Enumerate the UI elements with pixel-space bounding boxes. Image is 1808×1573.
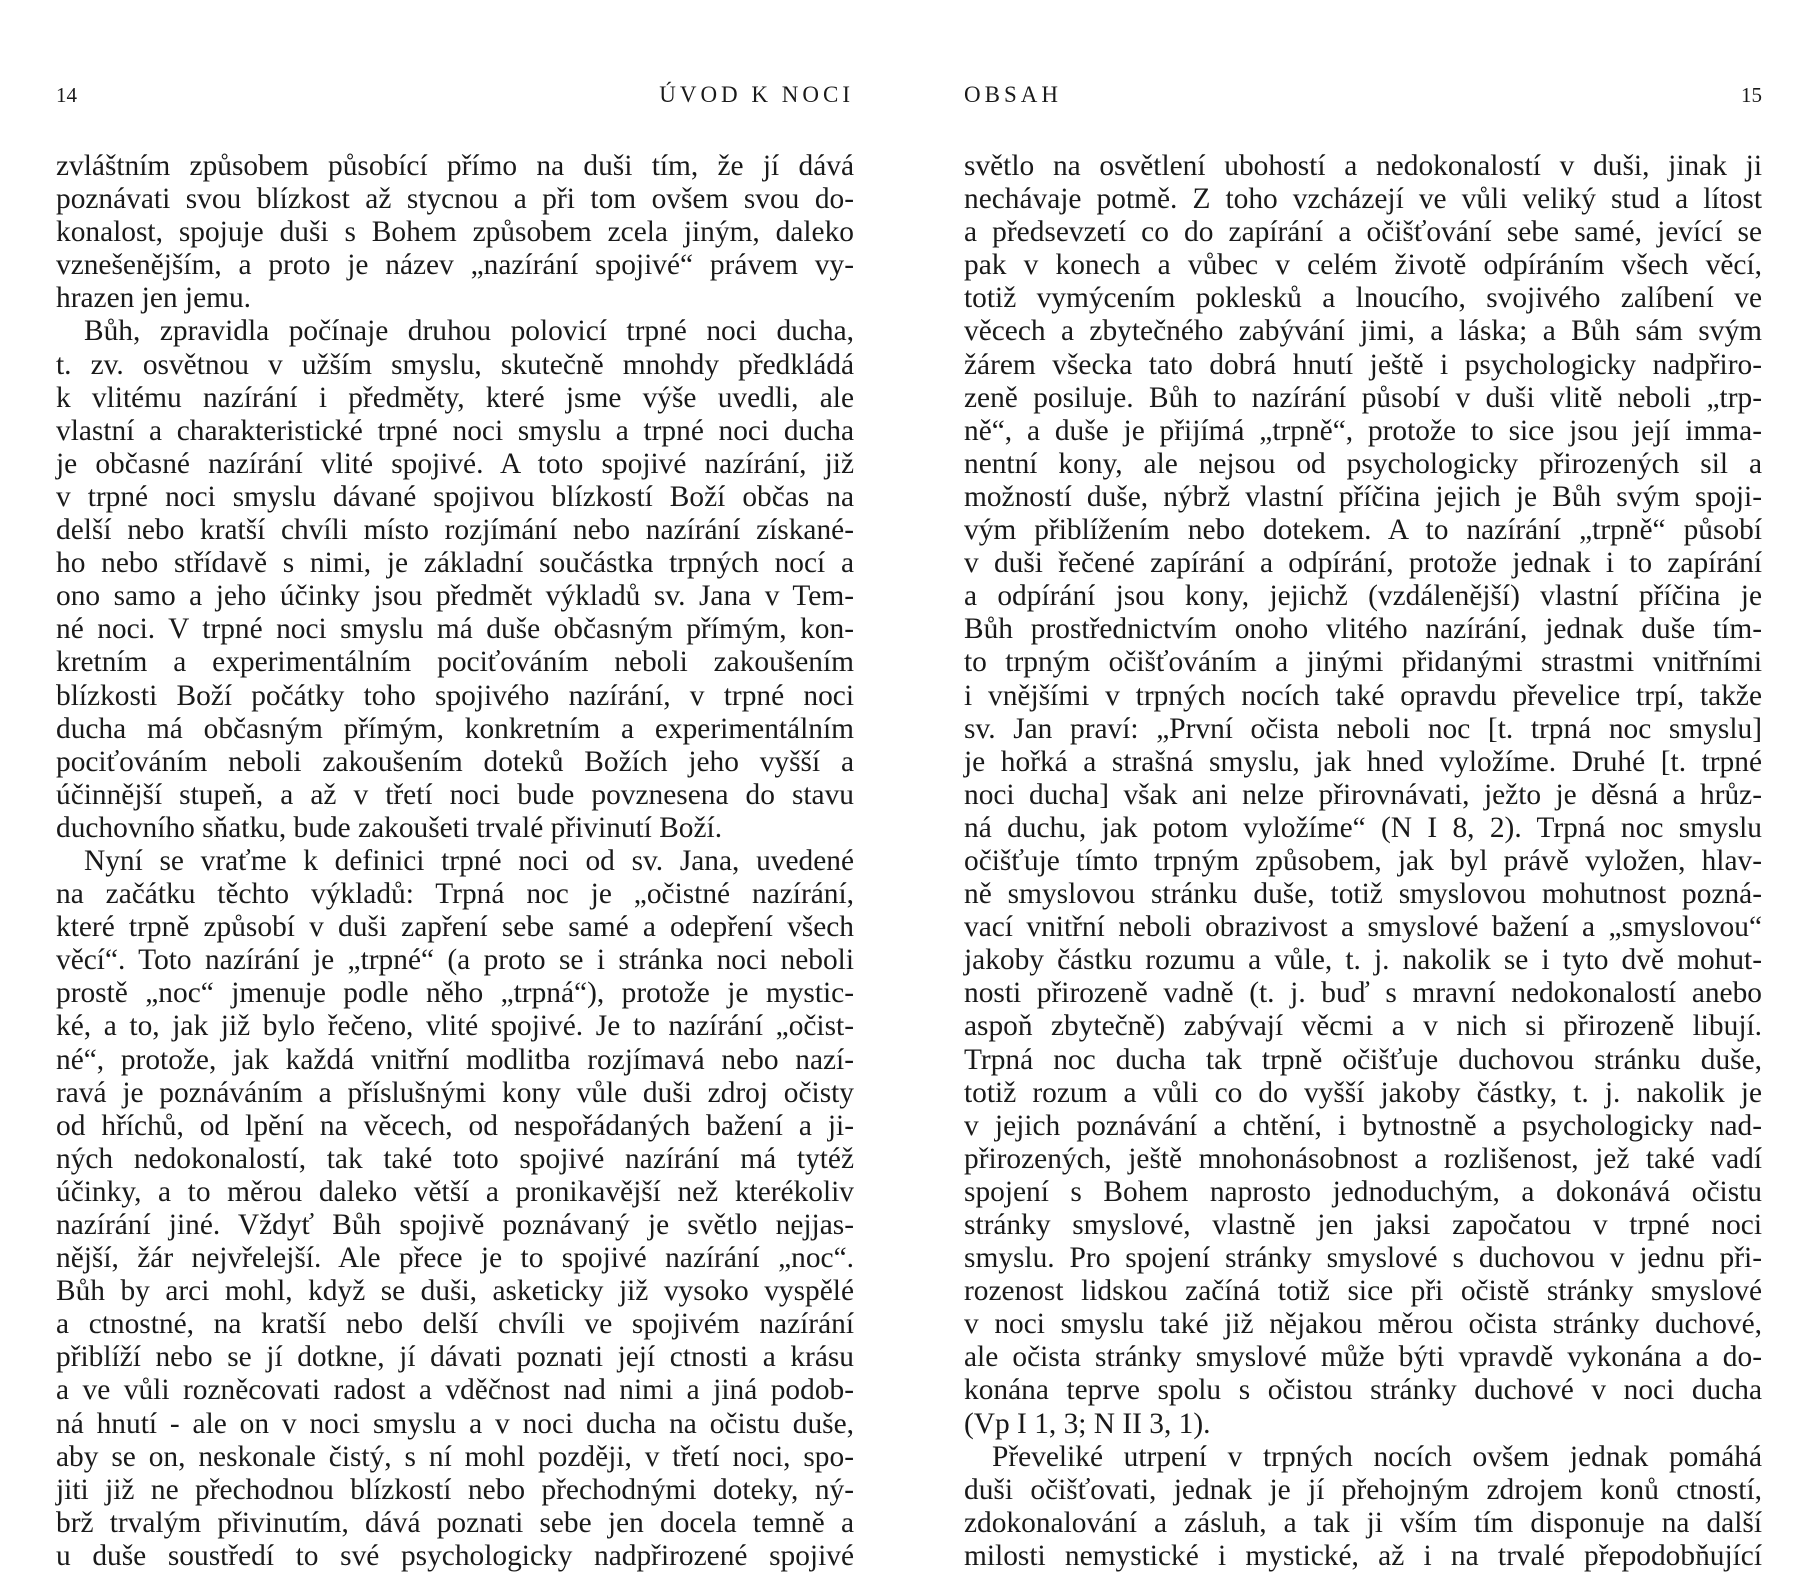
- text-line: ale očista stránky smyslové může býti vpravdě vykonána a do-: [964, 1341, 1762, 1374]
- text-line: sv. Jan praví: „První očista neboli noc [t. trpná noc smyslu]: [964, 712, 1762, 745]
- text-line: které trpně způsobí v duši zapření sebe samé a odepření všech: [56, 911, 854, 944]
- left-page: [56, 82, 854, 1573]
- text-line: pociťováním neboli zakoušením doteků Božích jeho vyšší a: [56, 745, 854, 778]
- text-line: stránky smyslové, vlastně jen jaksi započatou v trpné noci: [964, 1209, 1762, 1241]
- text-line: Bůh prostřednictvím onoho vlitého nazírání, jednak duše tím-: [964, 613, 1762, 646]
- text-line: Převeliké utrpení v trpných nocích ovšem jednak pomáhá: [992, 1440, 1762, 1473]
- text-line: a ctnostné, na kratší nebo delší chvíli ve spojivém nazírání: [56, 1308, 854, 1341]
- text-line: brž trvalým přivinutím, dává poznati sebe jen docela temně a: [56, 1506, 854, 1539]
- text-line: ně“, a duše je přijímá „trpně“, protože to sice jsou její imma-: [964, 414, 1762, 447]
- page-number: 15: [1741, 83, 1762, 107]
- text-line: k vlitému nazírání i předměty, které jsme výše uvedli, ale: [56, 381, 854, 414]
- text-line: očišťuje tímto trpným způsobem, jak byl právě vyložen, hlav-: [964, 844, 1762, 877]
- text-line: je hořká a strašná smyslu, jak hned vyložíme. Druhé [t. trpné: [964, 745, 1762, 778]
- text-line: ravá je poznáváním a příslušnými kony vůle duši zdroj očisty: [56, 1076, 854, 1109]
- text-line: ných nedokonalostí, tak také toto spojivé nazírání má tytéž: [56, 1142, 854, 1175]
- text-line: a odpírání jsou kony, jejichž (vzdálenější) vlastní příčina je: [964, 580, 1762, 613]
- text-line: zvláštním způsobem působící přímo na duši tím, že jí dává: [56, 150, 854, 182]
- text-line: blízkosti Boží počátky toho spojivého nazírání, v trpné noci: [56, 679, 854, 712]
- text-line: vým přiblížením nebo dotekem. A to nazírání „trpně“ působí: [964, 514, 1762, 547]
- right-page: [964, 82, 1762, 1573]
- text-line: i vnějšími v trpných nocích také opravdu převelice trpí, takže: [964, 679, 1762, 712]
- page-number: 14: [56, 83, 77, 107]
- text-line: a ve vůli rozněcovati radost a vděčnost nad nimi a jiná podob-: [56, 1374, 854, 1407]
- text-line: na začátku těchto výkladů: Trpná noc je „očistné nazírání,: [56, 878, 854, 911]
- text-line: Bůh by arci mohl, když se duši, asketicky již vysoko vyspělé: [56, 1275, 854, 1308]
- text-line: světlo na osvětlení ubohostí a nedokonalostí v duši, jinak ji: [964, 150, 1762, 182]
- text-line: možností duše, nýbrž vlastní příčina jejich je Bůh svým spoji-: [964, 480, 1762, 513]
- text-line: duchovního sňatku, bude zakoušeti trvalé přivinutí Boží.: [56, 811, 723, 844]
- text-line: Nyní se vraťme k definici trpné noci od sv. Jana, uvedené: [84, 844, 854, 877]
- text-line: t. zv. osvětnou v užším smyslu, skutečně mnohdy předkládá: [56, 348, 854, 381]
- text-line: zdokonalování a zásluh, a tak ji vším tím disponuje na další: [964, 1506, 1762, 1539]
- text-line: né noci. V trpné noci smyslu má duše občasným přímým, kon-: [56, 613, 854, 646]
- text-line: ná duchu, jak potom vyložíme“ (N I 8, 2). Trpná noc smyslu: [964, 811, 1762, 844]
- text-line: totiž vymýcením poklesků a lnoucího, svojivého zalíbení ve: [964, 282, 1762, 315]
- text-line: duši očišťovati, jednak je jí přehojným zdrojem konů ctností,: [964, 1473, 1762, 1506]
- text-line: účinky, a to měrou daleko větší a pronikavější než kterékoliv: [56, 1175, 854, 1208]
- text-line: ono samo a jeho účinky jsou předmět výkladů sv. Jana v Tem-: [56, 580, 854, 613]
- text-line: nentní kony, ale nejsou od psychologicky přirozených sil a: [964, 447, 1762, 480]
- text-line: ně smyslovou stránku duše, totiž smyslovou mohutnost pozná-: [964, 878, 1762, 911]
- right-running-head: [964, 82, 1762, 116]
- text-line: nechávaje potmě. Z toho vzcházejí ve vůli veliký stud a lítost: [964, 183, 1762, 216]
- text-line: přiblíží nebo se jí dotkne, jí dávati poznati její ctnosti a krásu: [56, 1341, 854, 1374]
- text-line: noci ducha] však ani nelze přirovnávati, ježto je děsná a hrůz-: [964, 778, 1762, 811]
- text-line: přirozených, ještě mnohonásobnost a rozlišenost, jež také vadí: [964, 1142, 1762, 1175]
- text-line: spojení s Bohem naprosto jednoduchým, a dokonává očistu: [964, 1175, 1762, 1208]
- left-page-body: [56, 150, 854, 1573]
- text-line: to trpným očišťováním a jinými přidanými strastmi vnitřními: [964, 646, 1762, 679]
- text-line: né“, protože, jak každá vnitřní modlitba rozjímavá nebo nazí-: [56, 1043, 854, 1076]
- text-line: vznešenějším, a proto je název „nazírání spojivé“ právem vy-: [56, 249, 854, 282]
- text-line: (Vp I 1, 3; N II 3, 1).: [964, 1407, 1211, 1440]
- text-line: smyslu. Pro spojení stránky smyslové s duchovou v jednu při-: [964, 1242, 1762, 1275]
- text-line: nazírání jiné. Vždyť Bůh spojivě poznávaný je světlo nejjas-: [56, 1209, 854, 1241]
- text-line: aby se on, neskonale čistý, s ní mohl později, v třetí noci, spo-: [56, 1440, 854, 1473]
- text-line: nější, žár nejvřelejší. Ale přece je to spojivé nazírání „noc“.: [56, 1242, 854, 1275]
- text-line: hrazen jen jemu.: [56, 282, 252, 315]
- text-line: je občasné nazírání vlité spojivé. A toto spojivé nazírání, již: [56, 447, 854, 480]
- text-line: nosti přirozeně vadně (t. j. buď s mravní nedokonalostí anebo: [964, 977, 1762, 1010]
- text-line: konalost, spojuje duši s Bohem způsobem zcela jiným, daleko: [56, 216, 854, 249]
- text-line: žárem všecka tato dobrá hnutí ještě i psychologicky nadpřiro-: [964, 348, 1762, 381]
- text-line: v noci smyslu také již nějakou měrou očista stránky duchové,: [964, 1308, 1762, 1341]
- running-head-title: ÚVOD K NOCI: [659, 82, 854, 107]
- text-line: vlastní a charakteristické trpné noci smyslu a trpné noci ducha: [56, 414, 854, 447]
- text-line: účinnější stupeň, a až v třetí noci bude povznesena do stavu: [56, 778, 854, 811]
- text-line: poznávati svou blízkost až stycnou a při tom ovšem svou do-: [56, 183, 854, 216]
- text-line: kretním a experimentálním pociťováním neboli zakoušením: [56, 646, 854, 679]
- text-line: v trpné noci smyslu dávané spojivou blízkostí Boží občas na: [56, 480, 854, 513]
- text-line: a předsevzetí co do zapírání a očišťování sebe samé, jevící se: [964, 216, 1762, 249]
- text-line: ho nebo střídavě s nimi, je základní součástka trpných nocí a: [56, 547, 854, 580]
- text-line: jiti již ne přechodnou blízkostí nebo přechodnými doteky, ný-: [56, 1473, 854, 1506]
- text-line: delší nebo kratší chvíli místo rozjímání nebo nazírání získané-: [56, 514, 854, 547]
- right-page-body: [964, 150, 1762, 1573]
- text-line: ducha má občasným přímým, konkretním a experimentálním: [56, 712, 854, 745]
- text-line: Trpná noc ducha tak trpně očišťuje duchovou stránku duše,: [964, 1043, 1762, 1076]
- left-running-head: [56, 82, 854, 116]
- text-line: u duše soustředí to své psychologicky nadpřirozené spojivé: [56, 1539, 854, 1572]
- text-line: vací vnitřní neboli obrazivost a smyslové bažení a „smyslovou“: [964, 911, 1762, 944]
- text-line: pak v konech a vůbec v celém životě odpíráním všech věcí,: [964, 249, 1762, 282]
- text-line: v duši řečené zapírání a odpírání, protože jednak i to zapírání: [964, 547, 1762, 580]
- text-line: věcech a zbytečného zabývání jimi, a láska; a Bůh sám svým: [964, 315, 1762, 348]
- text-line: zeně posiluje. Bůh to nazírání působí v duši vlitě neboli „trp-: [964, 381, 1762, 414]
- running-head-title: OBSAH: [964, 82, 1062, 107]
- text-line: Bůh, zpravidla počínaje druhou polovicí trpné noci ducha,: [84, 315, 854, 348]
- text-line: ná hnutí - ale on v noci smyslu a v noci ducha na očistu duše,: [56, 1407, 854, 1440]
- text-line: věcí“. Toto nazírání je „trpné“ (a proto se i stránka noci neboli: [56, 944, 854, 977]
- text-line: v jejich poznávání a chtění, i bytnostně a psychologicky nad-: [964, 1109, 1762, 1142]
- text-line: milosti nemystické i mystické, až i na trvalé přepodobňující: [964, 1539, 1762, 1572]
- text-line: konána teprve spolu s očistou stránky duchové v noci ducha: [964, 1374, 1762, 1407]
- text-line: totiž rozum a vůli co do vyšší jakoby částky, t. j. nakolik je: [964, 1076, 1762, 1109]
- text-line: ké, a to, jak již bylo řečeno, vlité spojivé. Je to nazírání „očist-: [56, 1010, 854, 1043]
- text-line: rozenost lidskou začíná totiž sice při očistě stránky smyslové: [964, 1275, 1762, 1308]
- text-line: prostě „noc“ jmenuje podle něho „trpná“), protože je mystic-: [56, 977, 854, 1010]
- text-line: od hříchů, od lpění na věcech, od nespořádaných bažení a ji-: [56, 1109, 854, 1142]
- text-line: jakoby částku rozumu a vůle, t. j. nakolik se i tyto dvě mohut-: [964, 944, 1762, 977]
- text-line: aspoň zbytečně) zabývají věcmi a v nich si přirozeně libují.: [964, 1010, 1762, 1043]
